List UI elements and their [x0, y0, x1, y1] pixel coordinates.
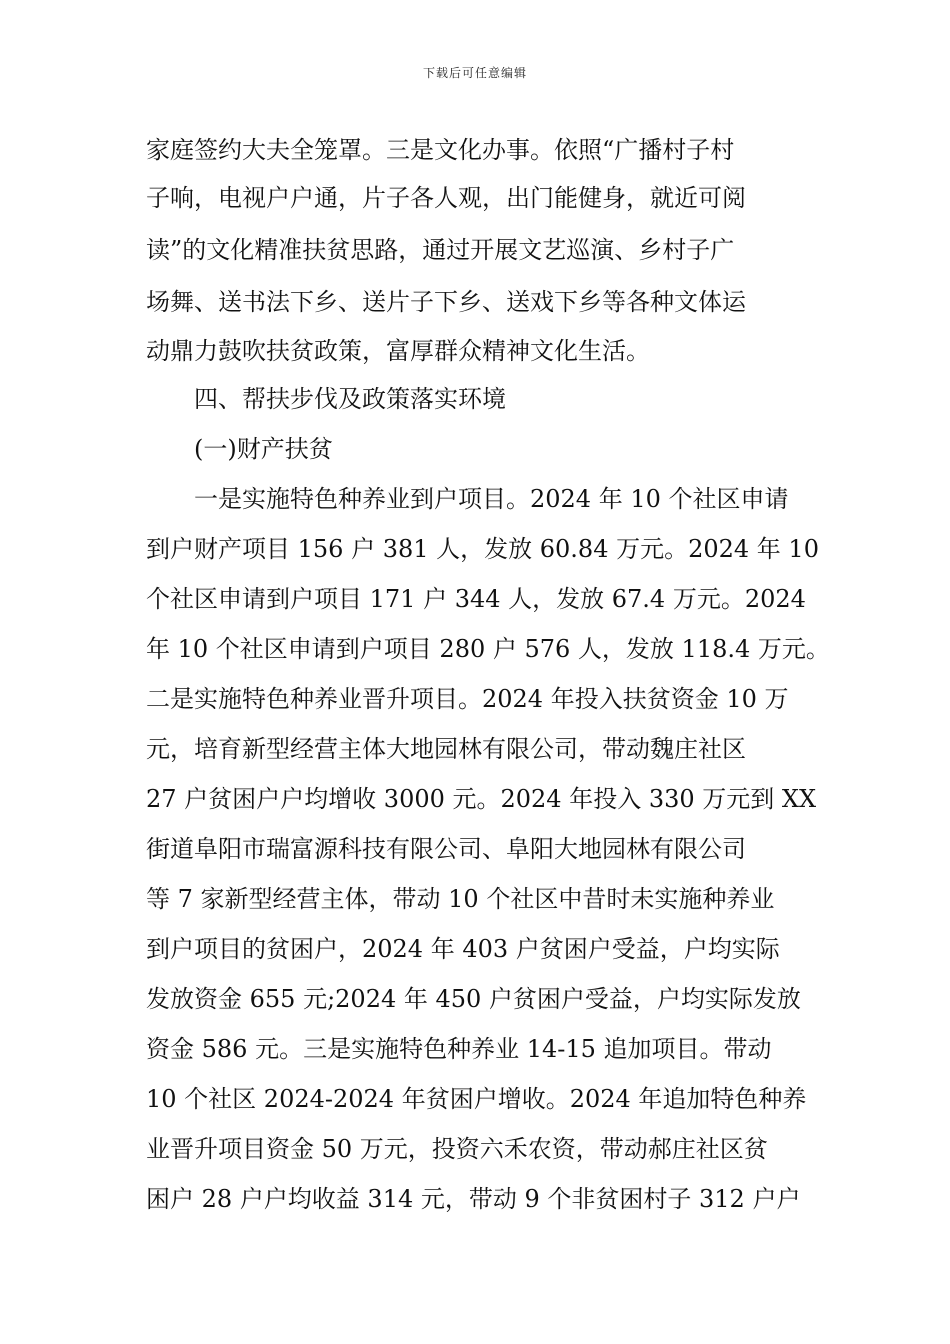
text-line: 发放资金 655 元;2024 年 450 户贫困户受益，户均实际发放 [146, 985, 801, 1013]
text-line: 业晋升项目资金 50 万元，投资六禾农资，带动郝庄社区贫 [146, 1135, 768, 1163]
text-line: 街道阜阳市瑞富源科技有限公司、阜阳大地园林有限公司 [146, 835, 746, 863]
text-line: 个社区申请到户项目 171 户 344 人，发放 67.4 万元。2024 [146, 585, 806, 613]
text-line: 等 7 家新型经营主体，带动 10 个社区中昔时未实施种养业 [146, 885, 775, 913]
text-line: 困户 28 户户均收益 314 元，带动 9 个非贫困村子 312 户户 [146, 1185, 801, 1213]
text-line: 场舞、送书法下乡、送片子下乡、送戏下乡等各种文体运 [146, 288, 746, 316]
text-line: 读”的文化精准扶贫思路，通过开展文艺巡演、乡村子广 [146, 236, 735, 264]
text-line: 子响，电视户户通，片子各人观，出门能健身，就近可阅 [146, 184, 746, 212]
text-line: 家庭签约大夫全笼罩。三是文化办事。依照“广播村子村 [146, 136, 735, 164]
text-line: 二是实施特色种养业晋升项目。2024 年投入扶贫资金 10 万 [146, 685, 789, 713]
subsection-heading: (一)财产扶贫 [146, 435, 333, 463]
text-line: 动鼎力鼓吹扶贫政策，富厚群众精神文化生活。 [146, 337, 650, 365]
text-line: 资金 586 元。三是实施特色种养业 14-15 追加项目。带动 [146, 1035, 772, 1063]
text-line: 10 个社区 2024-2024 年贫困户增收。2024 年追加特色种养 [146, 1085, 807, 1113]
text-line: 元，培育新型经营主体大地园林有限公司，带动魏庄社区 [146, 735, 746, 763]
text-line: 年 10 个社区申请到户项目 280 户 576 人，发放 118.4 万元。 [146, 635, 830, 663]
text-line: 27 户贫困户户均增收 3000 元。2024 年投入 330 万元到 XX [146, 785, 817, 813]
section-heading: 四、帮扶步伐及政策落实环境 [146, 385, 506, 413]
page-header-note: 下载后可任意编辑 [422, 66, 527, 80]
text-line: 到户财产项目 156 户 381 人，发放 60.84 万元。2024 年 10 [146, 535, 819, 563]
text-line: 一是实施特色种养业到户项目。2024 年 10 个社区申请 [146, 485, 789, 513]
text-line: 到户项目的贫困户，2024 年 403 户贫困户受益，户均实际 [146, 935, 780, 963]
